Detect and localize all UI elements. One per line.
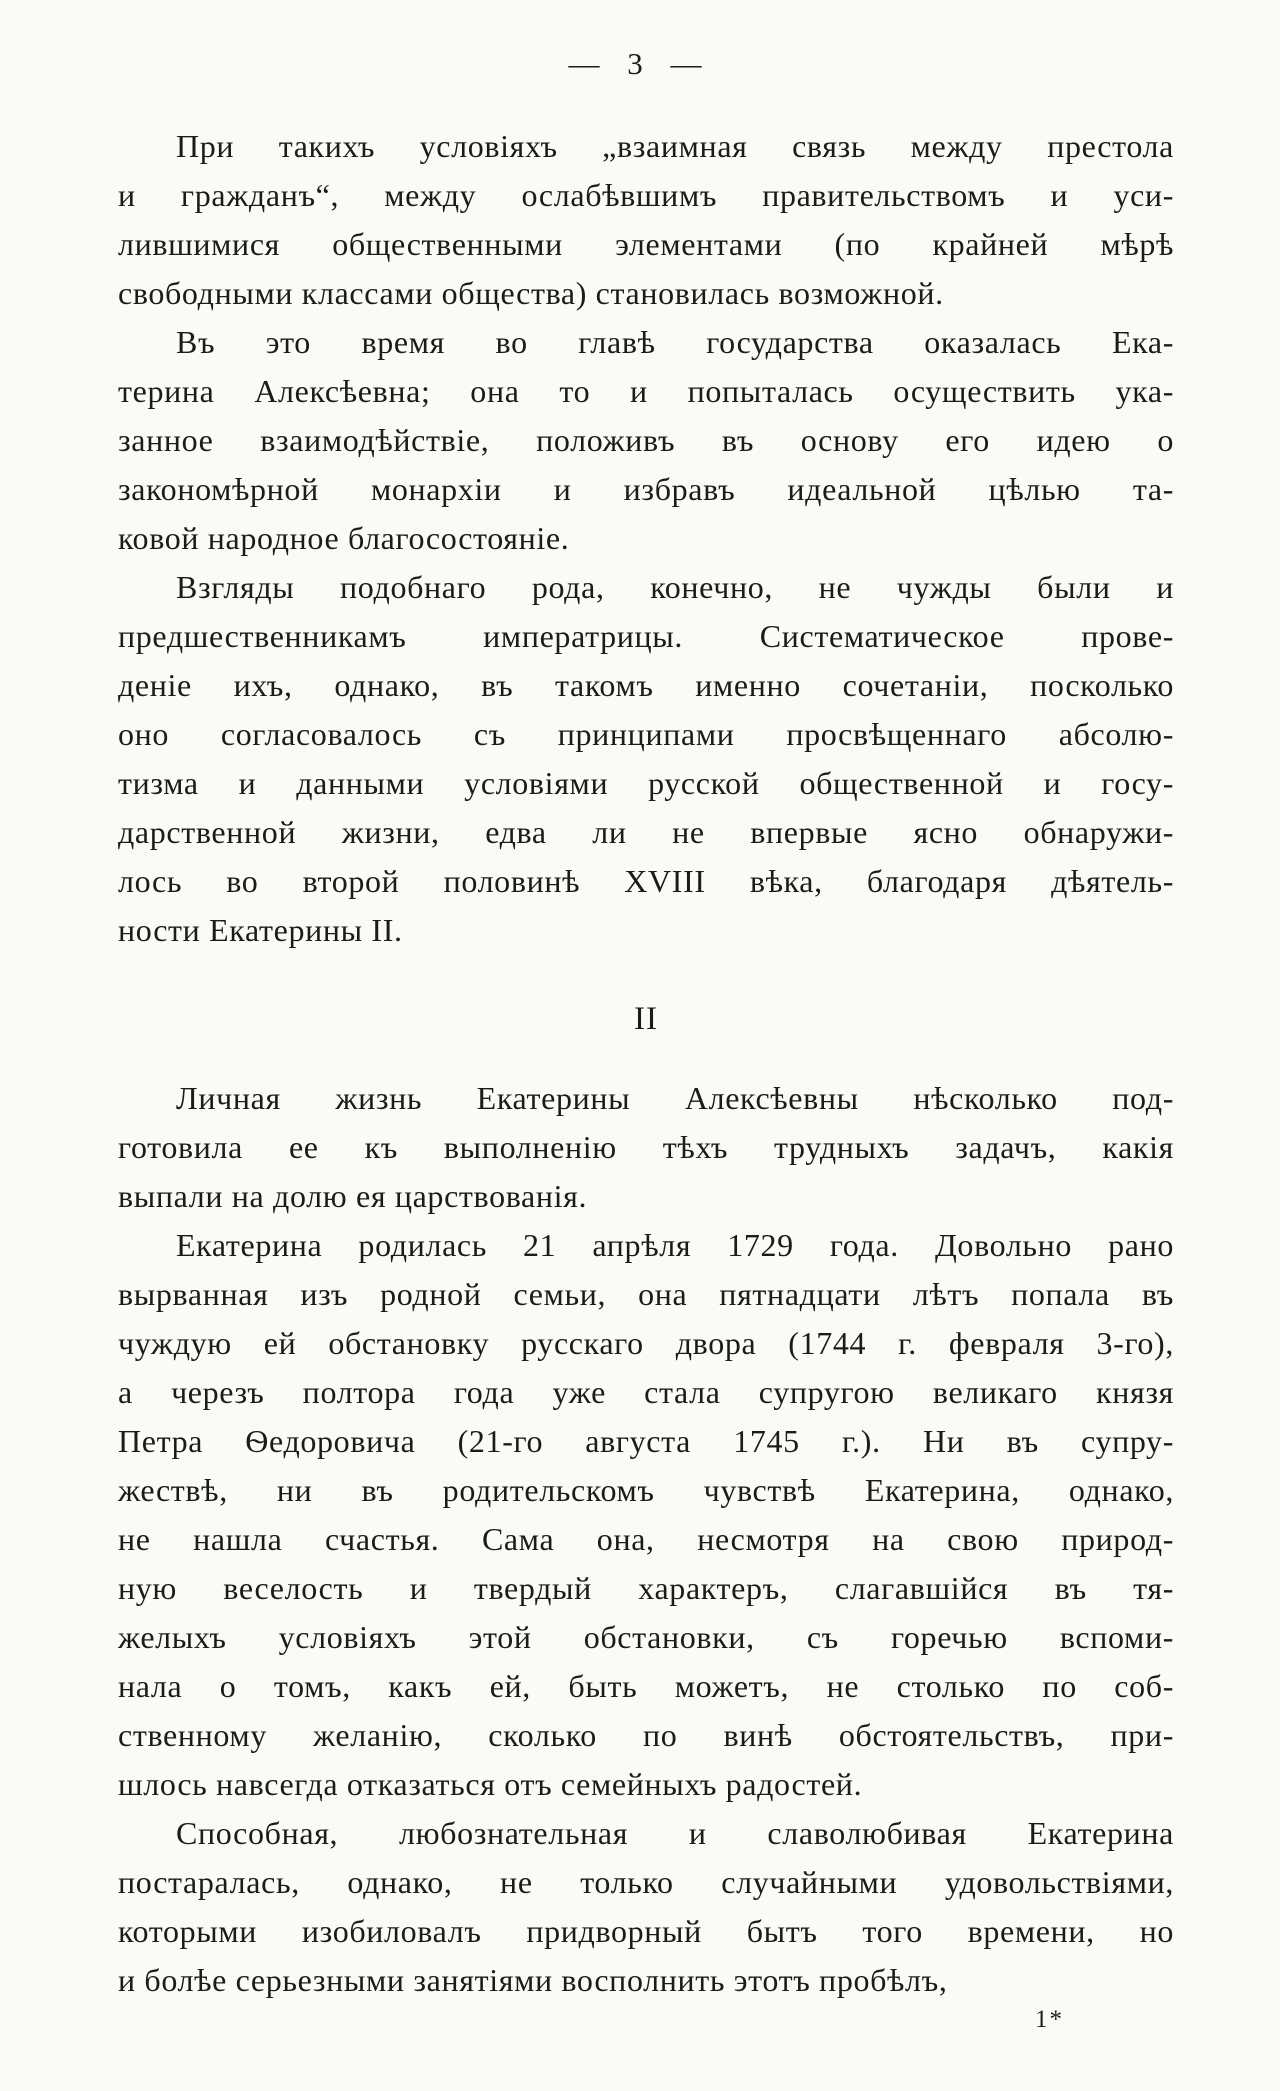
text-line: При такихъ условіяхъ „взаимная связь между престола bbox=[176, 128, 1174, 164]
text-line: Личная жизнь Екатерины Алексѣевны нѣсколько под- bbox=[176, 1080, 1174, 1116]
text-line: желыхъ условіяхъ этой обстановки, съ горечью вспоми- bbox=[118, 1619, 1174, 1655]
text-line: ковой народное благосостояніе. bbox=[118, 520, 570, 556]
paragraph bbox=[118, 122, 1174, 318]
paragraph bbox=[118, 1809, 1174, 2005]
text-line: закономѣрной монархіи и избравъ идеальной цѣлью та- bbox=[118, 471, 1174, 507]
text-line: выпали на долю ея царствованія. bbox=[118, 1178, 588, 1214]
text-line: а черезъ полтора года уже стала супругою великаго князя bbox=[118, 1374, 1174, 1410]
text-line: свободными классами общества) становилась возможной. bbox=[118, 275, 944, 311]
text-line: которыми изобиловалъ придворный бытъ того времени, но bbox=[118, 1913, 1174, 1949]
text-line: дарственной жизни, едва ли не впервые ясно обнаружи- bbox=[118, 814, 1174, 850]
text-line: ственному желанію, сколько по винѣ обстоятельствъ, при- bbox=[118, 1717, 1174, 1753]
text-line: деніе ихъ, однако, въ такомъ именно сочетаніи, посколько bbox=[118, 667, 1174, 703]
text-body bbox=[118, 122, 1174, 2005]
text-line: и гражданъ“, между ослабѣвшимъ правительствомъ и уси- bbox=[118, 177, 1174, 213]
paragraph bbox=[118, 563, 1174, 955]
text-line: Петра Ѳедоровича (21-го августа 1745 г.). Ни въ супру- bbox=[118, 1423, 1174, 1459]
text-line: терина Алексѣевна; она то и попыталась осуществить ука- bbox=[118, 373, 1174, 409]
signature-mark: 1* bbox=[1035, 2006, 1064, 2033]
text-line: чуждую ей обстановку русскаго двора (1744 г. февраля 3-го), bbox=[118, 1325, 1174, 1361]
paragraph bbox=[118, 1074, 1174, 1221]
text-line: Екатерина родилась 21 апрѣля 1729 года. Довольно рано bbox=[176, 1227, 1174, 1263]
text-line: Въ это время во главѣ государства оказалась Ека- bbox=[176, 324, 1174, 360]
text-line: оно согласовалось съ принципами просвѣщеннаго абсолю- bbox=[118, 716, 1174, 752]
text-line: Взгляды подобнаго рода, конечно, не чужды были и bbox=[176, 569, 1174, 605]
text-line: постаралась, однако, не только случайными удовольствіями, bbox=[118, 1864, 1174, 1900]
text-line: не нашла счастья. Сама она, несмотря на свою природ- bbox=[118, 1521, 1174, 1557]
text-line: шлось навсегда отказаться отъ семейныхъ радостей. bbox=[118, 1766, 863, 1802]
text-line: предшественникамъ императрицы. Систематическое прове- bbox=[118, 618, 1174, 654]
text-line: готовила ее къ выполненію тѣхъ трудныхъ задачъ, какія bbox=[118, 1129, 1174, 1165]
text-line: жествѣ, ни въ родительскомъ чувствѣ Екатерина, однако, bbox=[118, 1472, 1174, 1508]
text-line: занное взаимодѣйствіе, положивъ въ основу его идею о bbox=[118, 422, 1174, 458]
text-line: вырванная изъ родной семьи, она пятнадцати лѣтъ попала въ bbox=[118, 1276, 1174, 1312]
section-heading: II bbox=[634, 1001, 658, 1037]
text-line: и болѣе серьезными занятіями восполнить этотъ пробѣлъ, bbox=[118, 1962, 948, 1998]
text-line: лось во второй половинѣ XVIII вѣка, благодаря дѣятель- bbox=[118, 863, 1174, 899]
text-line: тизма и данными условіями русской общественной и госу- bbox=[118, 765, 1174, 801]
paragraph bbox=[118, 318, 1174, 563]
text-line: ности Екатерины II. bbox=[118, 912, 403, 948]
text-line: Способная, любознательная и славолюбивая Екатерина bbox=[176, 1815, 1174, 1851]
text-line: нала о томъ, какъ ей, быть можетъ, не столько по соб- bbox=[118, 1668, 1174, 1704]
text-line: лившимися общественными элементами (по крайней мѣрѣ bbox=[118, 226, 1174, 262]
paragraph bbox=[118, 1221, 1174, 1809]
text-line: ную веселость и твердый характеръ, слагавшійся въ тя- bbox=[118, 1570, 1174, 1606]
page-number: — 3 — bbox=[568, 46, 712, 81]
